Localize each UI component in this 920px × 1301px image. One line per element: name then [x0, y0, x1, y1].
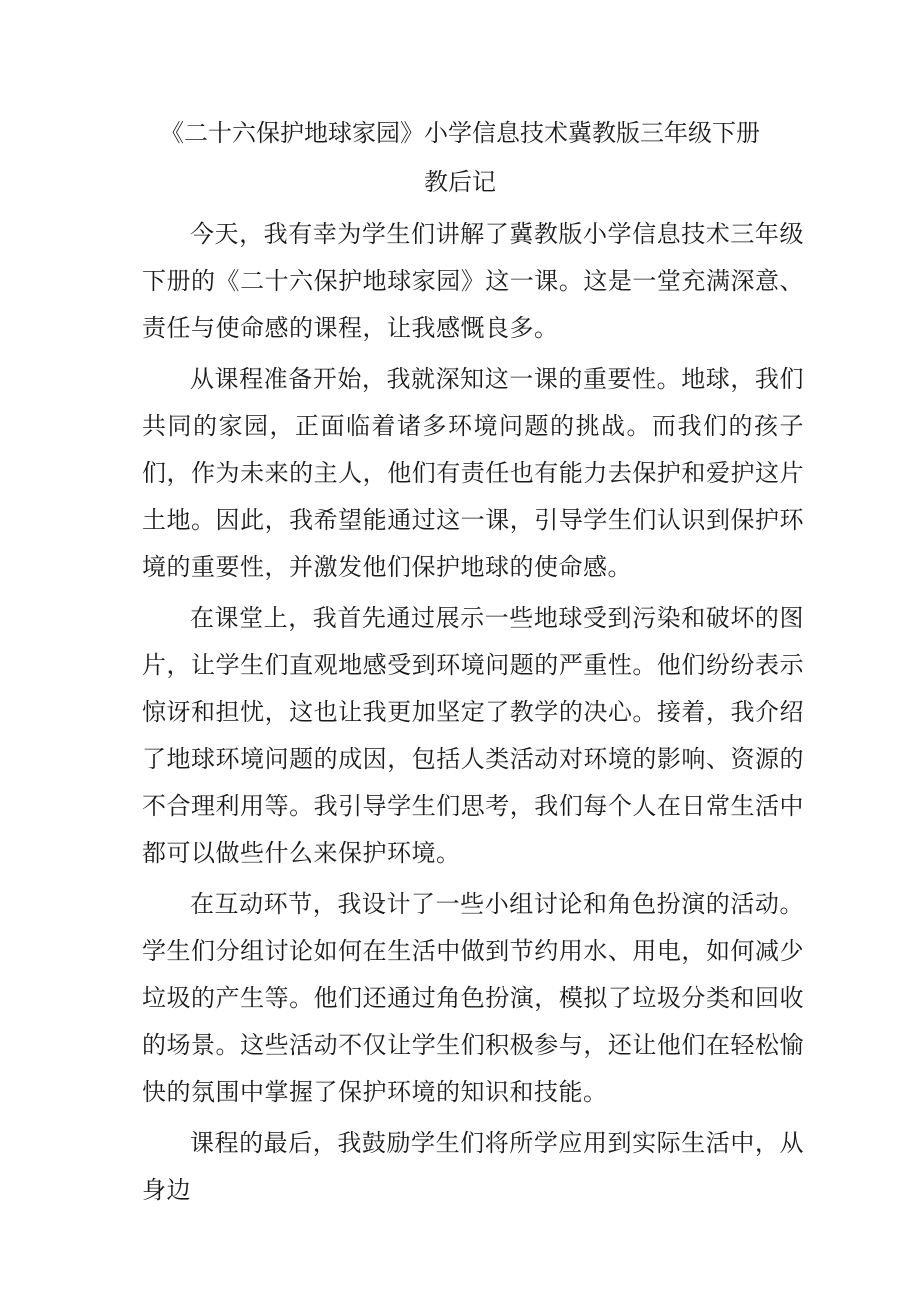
document-subtitle: 教后记	[424, 168, 496, 196]
paragraph-2: 从课程准备开始，我就深知这一课的重要性。地球，我们共同的家园，正面临着诸多环境问题的挑战。而我们的孩子们，作为未来的主人，他们有责任也有能力去保护和爱护这片土地。因此，我希望能通过这一课，引导学生们认识到保护环境的重要性，并激发他们保护地球的使命感。	[142, 365, 804, 581]
document-body	[142, 211, 804, 1214]
paragraph-1: 今天，我有幸为学生们讲解了冀教版小学信息技术三年级下册的《二十六保护地球家园》这一课。这是一堂充满深意、责任与使命感的课程，让我感慨良多。	[142, 220, 804, 342]
paragraph-3: 在课堂上，我首先通过展示一些地球受到污染和破坏的图片，让学生们直观地感受到环境问题的严重性。他们纷纷表示惊讶和担忧，这也让我更加坚定了教学的决心。接着，我介绍了地球环境问题的成因，包括人类活动对环境的影响、资源的不合理利用等。我引导学生们思考，我们每个人在日常生活中都可以做些什么来保护环境。	[142, 604, 804, 867]
paragraph-4: 在互动环节，我设计了一些小组讨论和角色扮演的活动。学生们分组讨论如何在生活中做到节约用水、用电，如何减少垃圾的产生等。他们还通过角色扮演，模拟了垃圾分类和回收的场景。这些活动不仅让学生们积极参与，还让他们在轻松愉快的氛围中掌握了保护环境的知识和技能。	[142, 890, 804, 1106]
document-title: 《二十六保护地球家园》小学信息技术冀教版三年级下册	[160, 119, 760, 147]
paragraph-5: 课程的最后，我鼓励学生们将所学应用到实际生活中，从身边	[142, 1129, 804, 1204]
